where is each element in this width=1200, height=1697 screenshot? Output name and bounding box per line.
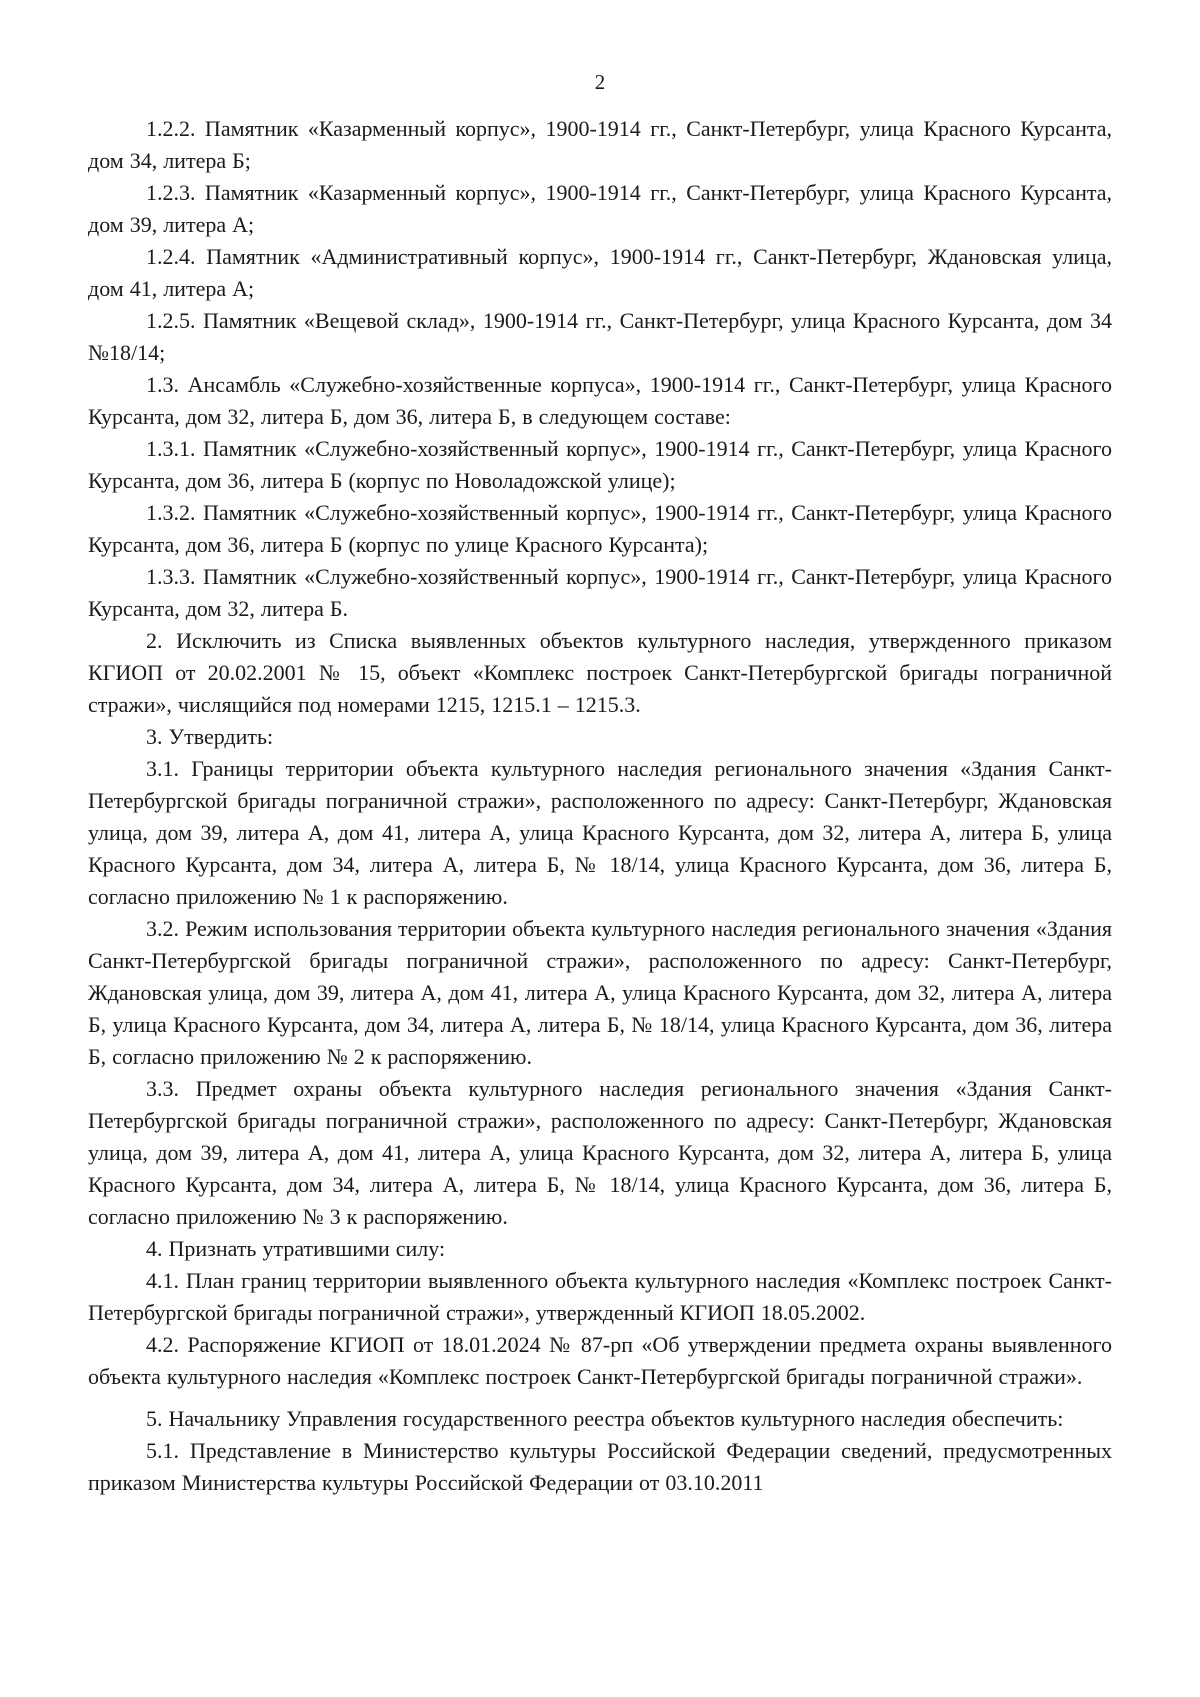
paragraph-1-3-2: 1.3.2. Памятник «Служебно-хозяйственный корпус», 1900-1914 гг., Санкт-Петербург, улица Красного Курсанта, дом 36, литера Б (корпус по улице Красного Курсанта);: [88, 500, 1112, 557]
paragraph-1-3-1: 1.3.1. Памятник «Служебно-хозяйственный корпус», 1900-1914 гг., Санкт-Петербург, улица Красного Курсанта, дом 36, литера Б (корпус по Новоладожской улице);: [88, 436, 1112, 493]
paragraph-1-3: 1.3. Ансамбль «Служебно-хозяйственные корпуса», 1900-1914 гг., Санкт-Петербург, улица Красного Курсанта, дом 32, литера Б, дом 36, литера Б, в следующем составе:: [88, 372, 1112, 429]
paragraph-1-3-3: 1.3.3. Памятник «Служебно-хозяйственный корпус», 1900-1914 гг., Санкт-Петербург, улица Красного Курсанта, дом 32, литера Б.: [88, 564, 1112, 621]
paragraph-1-2-2: 1.2.2. Памятник «Казарменный корпус», 1900-1914 гг., Санкт-Петербург, улица Красного Курсанта, дом 34, литера Б;: [88, 116, 1112, 173]
paragraph-2: 2. Исключить из Списка выявленных объектов культурного наследия, утвержденного приказом КГИОП от 20.02.2001 № 15, объект «Комплекс построек Санкт-Петербургской бригады пограничной стражи», числящийся под номерами 1215, 1215.1 – 1215.3.: [88, 628, 1112, 717]
paragraph-4-1: 4.1. План границ территории выявленного объекта культурного наследия «Комплекс построек Санкт-Петербургской бригады пограничной стражи», утвержденный КГИОП 18.05.2002.: [88, 1268, 1112, 1325]
page-number: 2: [594, 70, 606, 94]
paragraph-5: 5. Начальнику Управления государственного реестра объектов культурного наследия обеспечить:: [146, 1406, 1064, 1431]
paragraph-3-1: 3.1. Границы территории объекта культурного наследия регионального значения «Здания Санкт-Петербургской бригады пограничной стражи», расположенного по адресу: Санкт-Петербург, Ждановская улица, дом 39, литера А, дом 41, литера А, улица Красного Курсанта, дом 32, литера А, литера Б, улица Красного Курсанта, дом 34, литера А, литера Б, № 18/14, улица Красного Курсанта, дом 36, литера Б, согласно приложению № 1 к распоряжению.: [88, 756, 1112, 909]
paragraph-4-2: 4.2. Распоряжение КГИОП от 18.01.2024 № 87-рп «Об утверждении предмета охраны выявленного объекта культурного наследия «Комплекс построек Санкт-Петербургской бригады пограничной стражи».: [88, 1332, 1112, 1389]
paragraph-4: 4. Признать утратившими силу:: [146, 1236, 446, 1261]
paragraph-3-3: 3.3. Предмет охраны объекта культурного наследия регионального значения «Здания Санкт-Петербургской бригады пограничной стражи», расположенного по адресу: Санкт-Петербург, Ждановская улица, дом 39, литера А, дом 41, литера А, улица Красного Курсанта, дом 32, литера А, литера Б, улица Красного Курсанта, дом 34, литера А, литера Б, № 18/14, улица Красного Курсанта, дом 36, литера Б, согласно приложению № 3 к распоряжению.: [88, 1076, 1112, 1229]
paragraph-1-2-3: 1.2.3. Памятник «Казарменный корпус», 1900-1914 гг., Санкт-Петербург, улица Красного Курсанта, дом 39, литера А;: [88, 180, 1112, 237]
paragraph-1-2-4: 1.2.4. Памятник «Административный корпус», 1900-1914 гг., Санкт-Петербург, Ждановская улица, дом 41, литера А;: [88, 244, 1112, 301]
paragraph-5-1: 5.1. Представление в Министерство культуры Российской Федерации сведений, предусмотренных приказом Министерства культуры Российской Федерации от 03.10.2011: [88, 1438, 1112, 1495]
paragraph-3-2: 3.2. Режим использования территории объекта культурного наследия регионального значения «Здания Санкт-Петербургской бригады пограничной стражи», расположенного по адресу: Санкт-Петербург, Ждановская улица, дом 39, литера А, дом 41, литера А, улица Красного Курсанта, дом 32, литера А, литера Б, улица Красного Курсанта, дом 34, литера А, литера Б, № 18/14, улица Красного Курсанта, дом 36, литера Б, согласно приложению № 2 к распоряжению.: [88, 916, 1112, 1069]
document-body: [88, 113, 1112, 1499]
paragraph-3: 3. Утвердить:: [146, 724, 274, 749]
paragraph-1-2-5: 1.2.5. Памятник «Вещевой склад», 1900-1914 гг., Санкт-Петербург, улица Красного Курсанта, дом 34 №18/14;: [88, 308, 1112, 365]
